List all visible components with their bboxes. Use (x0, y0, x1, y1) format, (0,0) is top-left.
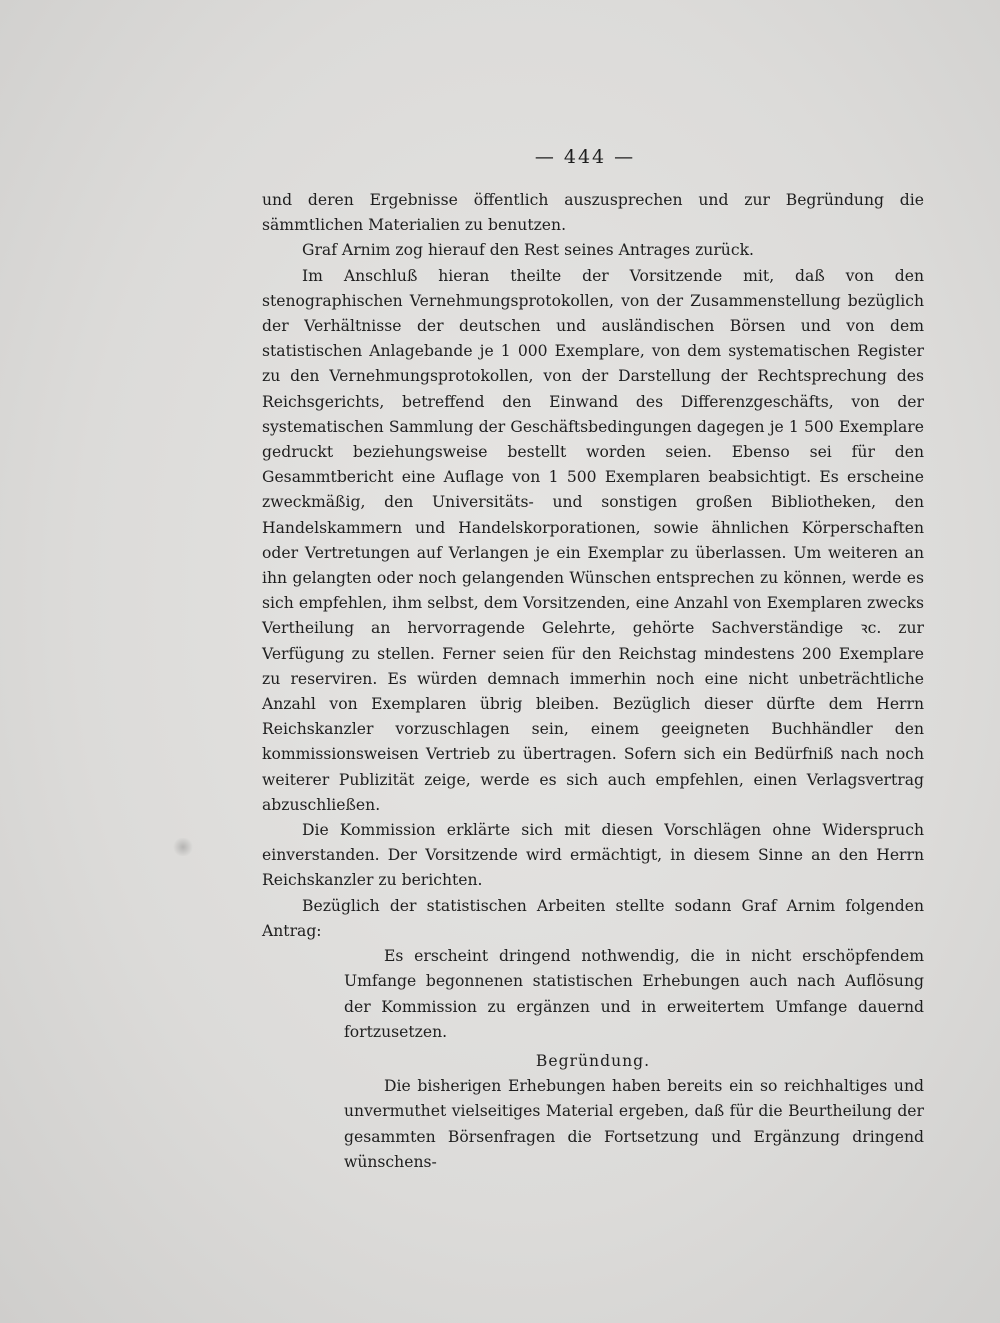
body-text (262, 188, 924, 1175)
paragraph: Die Kommission erklärte sich mit diesen Vorschlägen ohne Widerspruch einverstanden. Der Vorsitzende wird ermächtigt, in diesem Sinne an den Herrn Reichskanzler zu berichten. (262, 821, 924, 890)
motion-text: Es erscheint dringend nothwendig, die in nicht erschöpfendem Umfange begonnenen statistischen Erhebungen auch nach Auflösung der Kommission zu ergänzen und in erweitertem Umfange dauernd fortzusetzen. (344, 947, 924, 1041)
justification-text: Die bisherigen Erhebungen haben bereits ein so reichhaltiges und unvermuthet vielseitiges Material ergeben, daß für die Beurtheilung der gesammten Börsenfragen die Fortsetzung und Ergänzung dringend wünschens- (344, 1077, 924, 1171)
paragraph: Graf Arnim zog hierauf den Rest seines Antrages zurück. (302, 241, 754, 260)
paragraph: Bezüglich der statistischen Arbeiten stellte sodann Graf Arnim folgenden Antrag: (262, 896, 924, 940)
paper-speck (172, 838, 194, 856)
paragraph: Im Anschluß hieran theilte der Vorsitzende mit, daß von den stenographischen Vernehmungsprotokollen, von der Zusammenstellung bezüglich der Verhältnisse der deutschen und ausländischen Börsen und von dem statistischen Anlagebande je 1 000 Exemplare, von dem systematischen Register zu den Vernehmungsprotokollen, von der Darstellung der Rechtsprechung des Reichsgerichts, betreffend den Einwand des Differenzgeschäfts, von der systematischen Sammlung der Geschäftsbedingungen dagegen je 1 500 Exemplare gedruckt beziehungsweise bestellt worden seien. Ebenso sei für den Gesammtbericht eine Auflage von 1 500 Exemplaren beabsichtigt. Es erscheine zweckmäßig, den Universitäts- und sonstigen großen Bibliotheken, den Handelskammern und Handelskorporationen, sowie ähnlichen Körperschaften oder Vertretungen auf Verlangen je ein Exemplar zu überlassen. Um weiteren an ihn gelangten oder noch gelangenden Wünschen entsprechen zu können, werde es sich empfehlen, ihm selbst, dem Vorsitzenden, eine Anzahl von Exemplaren zwecks Vertheilung an hervorragende Gelehrte, gehörte Sachverständige ꝛc. zur Verfügung zu stellen. Ferner seien für den Reichstag mindestens 200 Exemplare zu reserviren. Es würden demnach immerhin noch eine nicht unbeträchtliche Anzahl von Exemplaren übrig bleiben. Bezüglich dieser dürfte dem Herrn Reichskanzler vorzuschlagen sein, einem geeigneten Buchhändler den kommissionsweisen Vertrieb zu übertragen. Sofern sich ein Bedürfniß nach noch weiterer Publizität zeige, werde es sich auch empfehlen, einen Verlagsvertrag abzuschließen. (262, 266, 924, 814)
paragraph: und deren Ergebnisse öffentlich auszusprechen und zur Begründung die sämmtlichen Materialien zu benutzen. (262, 191, 924, 235)
page-number: — 444 — (534, 146, 636, 168)
section-heading: Begründung. (535, 1051, 651, 1070)
